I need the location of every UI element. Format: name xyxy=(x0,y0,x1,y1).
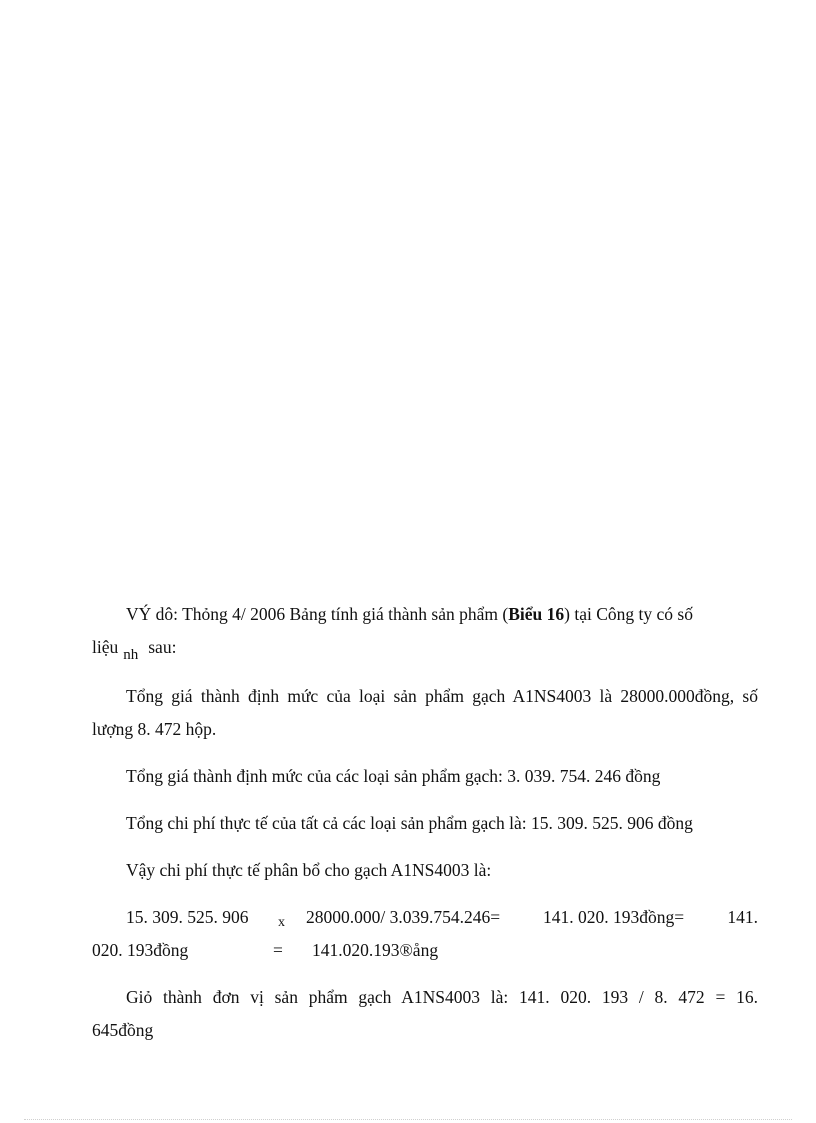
table-reference: Biểu 16 xyxy=(508,604,565,624)
paragraph-standard-cost xyxy=(92,680,758,746)
example-line-2 xyxy=(92,631,758,666)
unit-cost-line-2: 645đồng xyxy=(92,1020,154,1040)
paragraph-total-standard-cost: Tổng giá thành định mức của các loại sản phẩm gạch: 3. 039. 754. 246 đồng xyxy=(126,766,661,786)
example-text-end: ) tại Công ty có số xyxy=(564,604,693,624)
example-word-sau: sau: xyxy=(148,637,177,657)
page-bottom-divider xyxy=(24,1119,792,1120)
example-word-lieu: liệu xyxy=(92,637,119,657)
document-body xyxy=(92,598,758,1061)
paragraph-example-intro xyxy=(92,598,758,666)
paragraph-unit-cost xyxy=(92,981,758,1047)
paragraph-total-actual-cost: Tổng chi phí thực tế của tất cả các loại sản phẩm gạch là: 15. 309. 525. 906 đồng xyxy=(126,813,693,833)
allocated-cost-tail: 020. 193đồng xyxy=(92,940,189,960)
example-subscript: nh xyxy=(123,647,139,663)
standard-cost-line-2: lượng 8. 472 hộp. xyxy=(92,719,217,739)
calculation-block xyxy=(92,901,758,967)
paragraph-allocation-intro: Vậy chi phí thực tế phân bổ cho gạch A1NS4003 là: xyxy=(126,860,492,880)
allocated-cost-result: 141. 020. 193đồng= xyxy=(543,907,685,927)
example-text-start: VÝ dô: Thỏng 4/ 2006 Bảng tính giá thành sản phẩm ( xyxy=(126,604,509,624)
calculation-row-2 xyxy=(92,934,758,967)
standard-cost-line-1: Tổng giá thành định mức của loại sản phẩm gạch A1NS4003 là 28000.000đồng, số xyxy=(126,686,758,706)
multiply-sign: x xyxy=(278,915,285,930)
actual-cost-value: 15. 309. 525. 906 xyxy=(126,907,249,927)
allocated-cost-final: 141.020.193®ång xyxy=(312,940,439,960)
ratio-expression: 28000.000/ 3.039.754.246= xyxy=(306,907,501,927)
equals-sign: = xyxy=(273,940,283,960)
unit-cost-line-1: Giỏ thành đơn vị sản phẩm gạch A1NS4003 là: 141. 020. 193 / 8. 472 = 16. xyxy=(126,987,758,1007)
calculation-row-1 xyxy=(92,901,758,934)
allocated-cost-continued: 141. xyxy=(727,907,758,927)
